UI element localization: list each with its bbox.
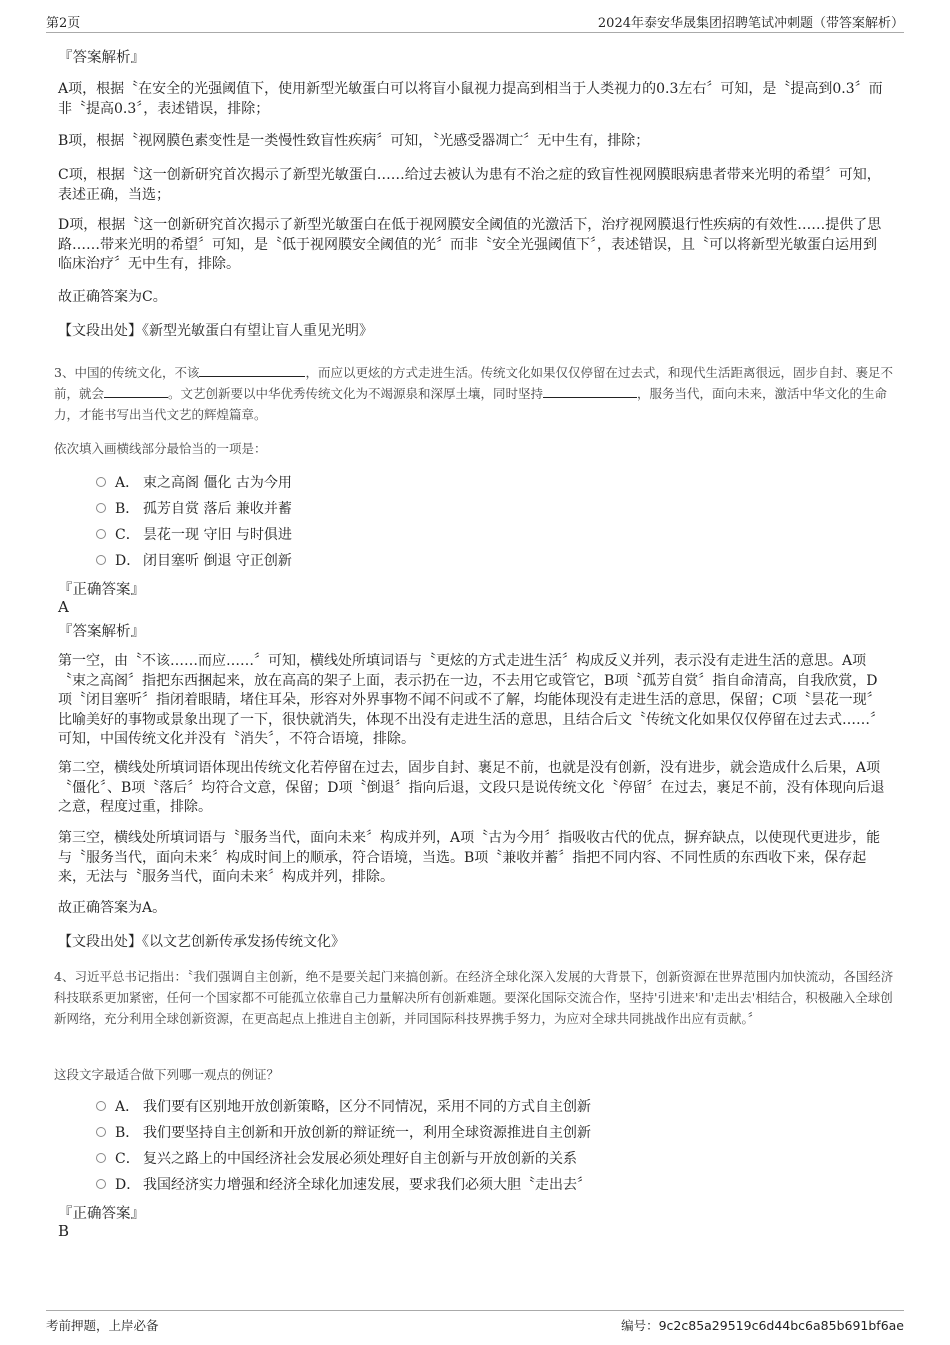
analysis-paragraph: 第一空，由〝不该……而应……〞可知，横线处所填词语与〝更炫的方式走进生活〞构成反义并列，表示没有走进生活的意思。A项〝束之高阁〞指把东西捆起来，放在高高的架子上面，表示扔在一边，不去用它或管它，B项〝孤芳自赏〞指自命清高，自我欣赏，D项〝闭目塞听〞指闭着眼睛，堵住耳朵，形容对外界事物不闻不问或不了解，均能体现没有走进生活的意思，保留；C项〝昙花一现〞比喻美好的事物或景象出现了一下，很快就消失，体现不出没有走进生活的意思，且结合后文〝传统文化如果仅仅停留在过去式……〞可知，中国传统文化并没有〝消失〞，不符合语境，排除。: [58, 653, 884, 747]
correct-answer: B: [58, 1222, 70, 1240]
analysis-paragraph: 第三空，横线处所填词语与〝服务当代，面向未来〞构成并列，A项〝古为今用〞指吸收古代的优点，摒弃缺点，以使现代更进步，能与〝服务当代，面向未来〞构成时间上的顺承，符合语境，当选。B项〝兼收并蓄〞指把不同内容、不同性质的东西收下来，保存起来，无法与〝服务当代，面向未来〞构成并列，排除。: [58, 830, 881, 885]
option-a[interactable]: A． 束之高阁 僵化 古为今用: [96, 472, 292, 492]
correct-answer: A: [58, 598, 69, 616]
correct-answer-label: 『正确答案』: [58, 582, 145, 598]
document-title: 2024年泰安华晟集团招聘笔试冲刺题（带答案解析）: [597, 16, 904, 31]
question-3-stem: 3、中国的传统文化，不该 ，而应以更炫的方式走进生活。传统文化如果仅仅停留在过去式，和现代生活距离很远，固步自封、裹足不前，就会 。文艺创新要以中华优秀传统文化为不竭源泉和深厚土壤，同时坚持 ，服务当代，面向未来，激活中华文化的生命力，才能书写出当代文艺的辉煌篇章。: [54, 365, 893, 422]
question-4-stem: 4、习近平总书记指出：〝我们强调自主创新，绝不是要关起门来搞创新。在经济全球化深入发展的大背景下，创新资源在世界范围内加快流动，各国经济科技联系更加紧密，任何一个国家都不可能孤立依靠自己力量解决所有创新难题。要深化国际交流合作，坚持'引进来'和'走出去'相结合，积极融入全球创新网络，充分利用全球创新资源，在更高起点上推进自主创新，并同国际科技界携手努力，为应对全球共同挑战作出应有贡献。〞: [54, 969, 894, 1026]
fill-blank: [543, 385, 637, 398]
answer-conclusion: 故正确答案为C。: [58, 289, 167, 305]
radio-icon[interactable]: [96, 1153, 106, 1163]
analysis-paragraph: D项，根据〝这一创新研究首次揭示了新型光敏蛋白在低于视网膜安全阈值的光激活下，治疗视网膜退行性疾病的有效性……提供了思路……带来光明的希望〞可知，是〝低于视网膜安全阈值的光〞而非〝安全光强阈值下〞，表述错误，且〝可以将新型光敏蛋白运用到临床治疗〞无中生有，排除。: [58, 217, 882, 272]
page-number: 第2页: [46, 16, 81, 31]
option-c[interactable]: C． 昙花一现 守旧 与时俱进: [96, 524, 292, 544]
option-a[interactable]: A． 我们要有区别地开放创新策略，区分不同情况，采用不同的方式自主创新: [96, 1096, 591, 1116]
footer-slogan: 考前押题，上岸必备: [46, 1318, 159, 1333]
radio-icon[interactable]: [96, 1179, 106, 1189]
analysis-label: 『答案解析』: [58, 624, 145, 640]
radio-icon[interactable]: [96, 477, 106, 487]
radio-icon[interactable]: [96, 1101, 106, 1111]
document-code: 编号：9c2c85a29519c6d44bc6a85b691bf6ae: [621, 1318, 904, 1333]
question-prompt: 依次填入画横线部分最恰当的一项是：: [54, 441, 267, 456]
source-citation: 【文段出处】《新型光敏蛋白有望让盲人重见光明》: [58, 323, 373, 339]
fill-blank: [104, 385, 168, 398]
option-b[interactable]: B． 孤芳自赏 落后 兼收并蓄: [96, 498, 292, 518]
radio-icon[interactable]: [96, 555, 106, 565]
question-prompt: 这段文字最适合做下列哪一观点的例证？: [54, 1067, 280, 1082]
option-d[interactable]: D． 闭目塞听 倒退 守正创新: [96, 550, 292, 570]
fill-blank: [199, 364, 305, 377]
page-footer: [46, 1310, 904, 1336]
analysis-paragraph: A项，根据〝在安全的光强阈值下，使用新型光敏蛋白可以将盲小鼠视力提高到相当于人类视力的0.3左右〞可知，是〝提高到0.3〞而非〝提高0.3〞，表述错误，排除；: [58, 81, 883, 117]
correct-answer-label: 『正确答案』: [58, 1206, 145, 1222]
option-c[interactable]: C． 复兴之路上的中国经济社会发展必须处理好自主创新与开放创新的关系: [96, 1148, 577, 1168]
analysis-paragraph: 第二空，横线处所填词语体现出传统文化若停留在过去，固步自封、裹足不前，也就是没有创新，没有进步，就会造成什么后果，A项〝僵化〞、B项〝落后〞均符合文意，保留；D项〝倒退〞指向后退，文段只是说传统文化〝停留〞在过去，裹足不前，没有体现向后退之意，程度过重，排除。: [58, 760, 885, 815]
analysis-paragraph: C项，根据〝这一创新研究首次揭示了新型光敏蛋白……给过去被认为患有不治之症的致盲性视网膜眼病患者带来光明的希望〞可知，表述正确，当选；: [58, 167, 881, 203]
analysis-paragraph: B项，根据〝视网膜色素变性是一类慢性致盲性疾病〞可知，〝光感受器凋亡〞无中生有，排除；: [58, 133, 650, 149]
radio-icon[interactable]: [96, 503, 106, 513]
option-d[interactable]: D． 我国经济实力增强和经济全球化加速发展，要求我们必须大胆〝走出去〞: [96, 1174, 591, 1194]
option-b[interactable]: B． 我们要坚持自主创新和开放创新的辩证统一，利用全球资源推进自主创新: [96, 1122, 591, 1142]
radio-icon[interactable]: [96, 1127, 106, 1137]
source-citation: 【文段出处】《以文艺创新传承发扬传统文化》: [58, 934, 345, 950]
analysis-label: 『答案解析』: [58, 50, 145, 66]
radio-icon[interactable]: [96, 529, 106, 539]
answer-conclusion: 故正确答案为A。: [58, 900, 167, 916]
page-header: [46, 12, 904, 33]
